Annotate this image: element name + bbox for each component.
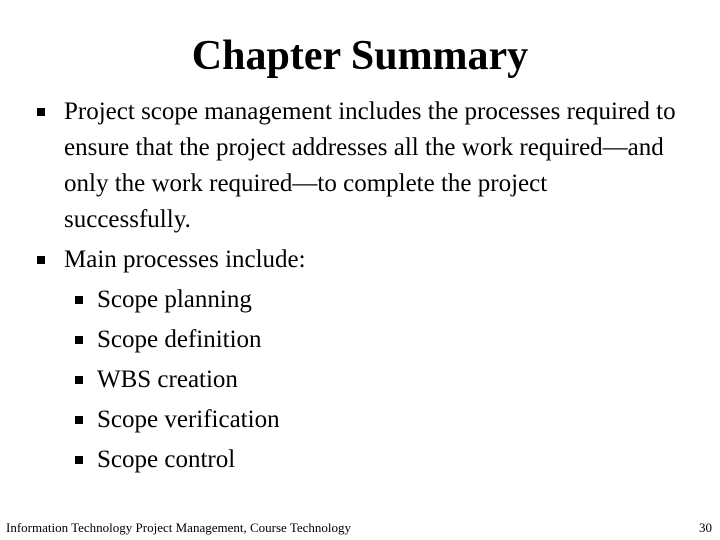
sub-bullet-item xyxy=(30,322,680,358)
footer-text: Information Technology Project Management, Course Technology xyxy=(6,520,352,535)
bullet-text: Main processes include: xyxy=(64,246,306,273)
sub-bullet-text: Scope planning xyxy=(97,286,252,313)
page-number: 30 xyxy=(699,520,712,535)
sub-bullet-item xyxy=(30,362,680,398)
sub-bullet-item xyxy=(30,402,680,438)
slide-content xyxy=(30,94,680,478)
sub-bullet-item xyxy=(30,442,680,478)
square-bullet-icon xyxy=(74,335,84,345)
sub-bullet-text: Scope definition xyxy=(97,326,262,353)
sub-bullet-text: Scope verification xyxy=(97,406,280,433)
bullet-text: Project scope management includes the processes required to ensure that the project addresses all the work required—and only the work required—to complete the project successfully. xyxy=(64,98,676,233)
bullet-item xyxy=(30,94,680,238)
square-bullet-icon xyxy=(74,375,84,385)
square-bullet-icon xyxy=(74,455,84,465)
sub-bullet-item xyxy=(30,282,680,318)
square-bullet-icon xyxy=(36,107,46,117)
square-bullet-icon xyxy=(36,255,46,265)
sub-bullet-text: Scope control xyxy=(97,446,236,473)
bullet-item xyxy=(30,242,680,278)
square-bullet-icon xyxy=(74,415,84,425)
square-bullet-icon xyxy=(74,295,84,305)
slide-title: Chapter Summary xyxy=(191,33,529,79)
sub-bullet-text: WBS creation xyxy=(97,366,238,393)
